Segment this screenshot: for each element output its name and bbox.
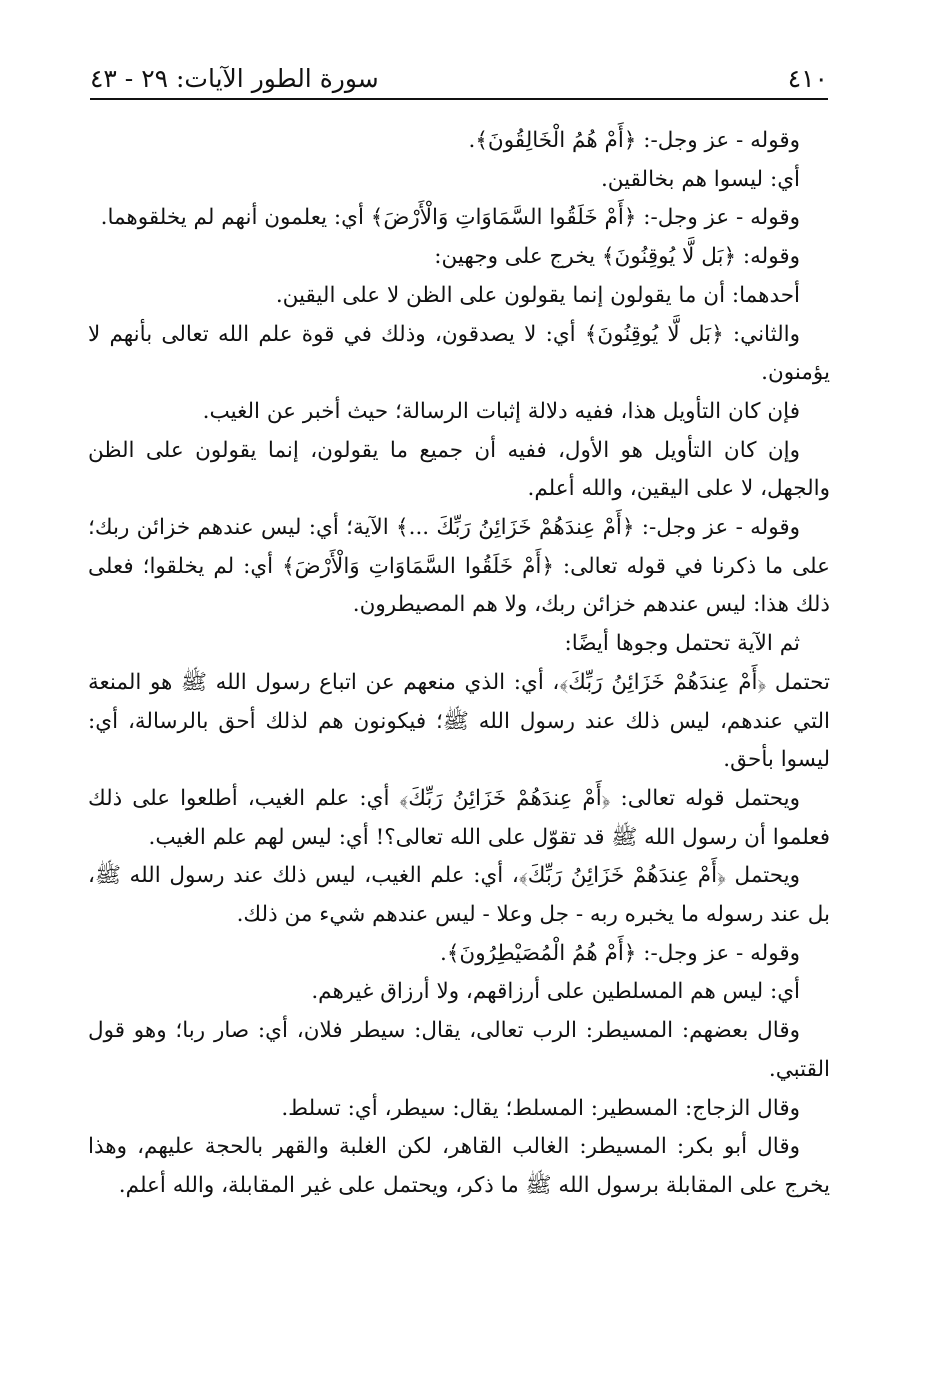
paragraph: وإن كان التأويل هو الأول، ففيه أن جميع ما يقولون، إنما يقولون على الظن والجهل، لا على اليقين، والله أعلم. [88, 437, 830, 502]
paragraph: ثم الآية تحتمل وجوها أيضًا: [564, 631, 800, 657]
paragraph: وقال الزجاج: المسطير: المسلط؛ يقال: سيطر، أي: تسلط. [281, 1095, 800, 1121]
paragraph: ويحتمل ﴿أَمْ عِندَهُمْ خَزَائِنُ رَبِّكَ﴾، أي: علم الغيب، ليس ذلك عند رسول الله ﷺ، بل عند رسوله ما يخبره ربه - جل وعلا - ليس عندهم شيء من ذلك. [88, 863, 830, 928]
page-header [90, 52, 828, 98]
header-rule [90, 98, 828, 100]
paragraph: فإن كان التأويل هذا، ففيه دلالة إثبات الرسالة؛ حيث أخبر عن الغيب. [202, 398, 800, 424]
paragraph: ويحتمل قوله تعالى: ﴿أَمْ عِندَهُمْ خَزَائِنُ رَبِّكَ﴾ أي: علم الغيب، أطلعوا على ذلك فعلموا أن رسول الله ﷺ قد تقوّل على الله تعالى؟! أي: ليس لهم علم الغيب. [88, 785, 830, 850]
paragraph: والثاني: ﴿بَل لَّا يُوقِنُونَ﴾ أي: لا يصدقون، وذلك في قوة علم الله تعالى بأنهم لا يؤمنون. [88, 321, 830, 386]
paragraph: وقوله - عز وجل-: ﴿أَمْ عِندَهُمْ خَزَائِنُ رَبِّكَ ...﴾ الآية؛ أي: ليس عندهم خزائن ربك؛ على ما ذكرنا في قوله تعالى: ﴿أَمْ خَلَقُوا السَّمَاوَاتِ وَالْأَرْضَ﴾ أي: لم يخلقوا؛ فعلى ذلك هذا: ليس عندهم خزائن ربك، ولا هم المصيطرون. [88, 515, 830, 618]
paragraph: أي: ليسوا هم بخالقين. [600, 166, 800, 192]
paragraph: وقال أبو بكر: المسيطر: الغالب القاهر، لكن الغلبة والقهر بالحجة عليهم، وهذا يخرج على المقابلة برسول الله ﷺ ما ذكر، ويحتمل على غير المقابلة، والله أعلم. [88, 1134, 830, 1198]
main-text [88, 122, 830, 1206]
paragraph: أي: ليس هم المسلطين على أرزاقهم، ولا أرزاق غيرهم. [311, 979, 800, 1005]
paragraph: وقال بعضهم: المسيطر: الرب تعالى، يقال: سيطر فلان، أي: صار ربا؛ وهو قول القتبي. [88, 1018, 830, 1082]
paragraph: تحتمل ﴿أَمْ عِندَهُمْ خَزَائِنُ رَبِّكَ﴾، أي: الذي منعهم عن اتباع رسول الله ﷺ هو المنعة التي عندهم، ليس ذلك عند رسول الله ﷺ؛ فيكونون هم لذلك أحق بالرسالة، أي: ليسوا بأحق. [88, 669, 830, 773]
paragraph: وقوله - عز وجل-: ﴿أَمْ خَلَقُوا السَّمَاوَاتِ وَالْأَرْضَ﴾ أي: يعلمون أنهم لم يخلقوهما. [100, 205, 800, 231]
paragraph: وقوله - عز وجل-: ﴿أَمْ هُمُ الْخَالِقُونَ﴾. [468, 128, 800, 153]
paragraph: وقوله: ﴿بَل لَّا يُوقِنُونَ﴾ يخرج على وجهين: [434, 244, 800, 270]
page-number: ٤١٠ [787, 64, 828, 93]
running-title: سورة الطور الآيات: ٢٩ - ٤٣ [90, 64, 379, 93]
paragraph: أحدهما: أن ما يقولون إنما يقولون على الظن لا على اليقين. [275, 282, 800, 308]
paragraph: وقوله - عز وجل-: ﴿أَمْ هُمُ الْمُصَيْطِرُونَ﴾. [440, 940, 800, 966]
